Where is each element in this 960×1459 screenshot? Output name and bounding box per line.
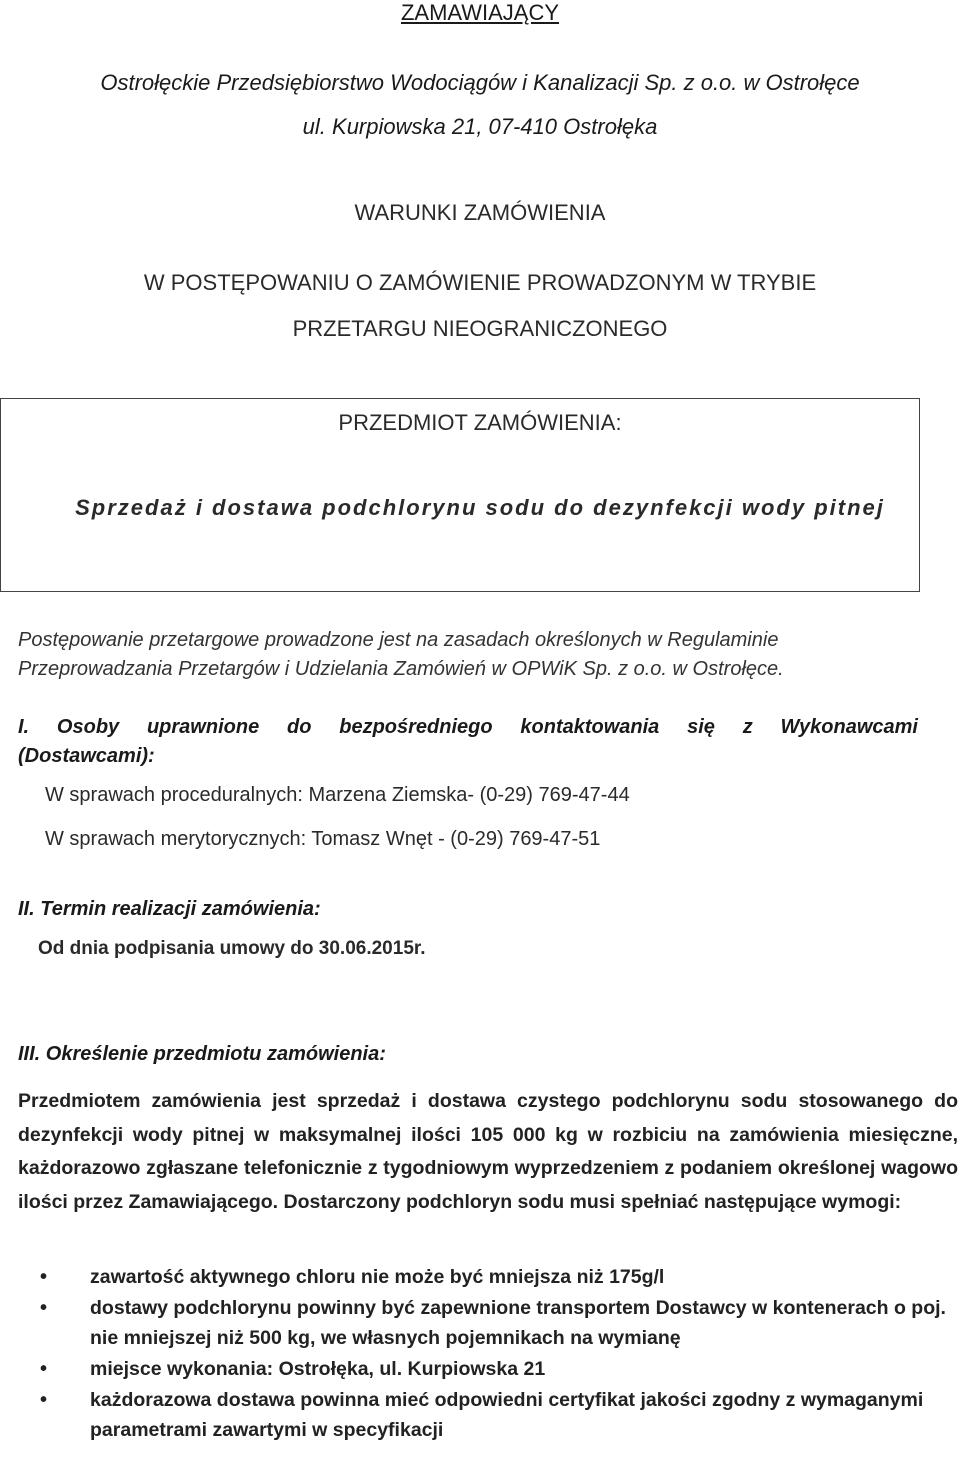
requirement-text: dostawy podchlorynu powinny być zapewnione transportem Dostawcy w kontenerach o poj. nie mniejszej niż 500 kg, we własnych pojemnikach na wymianę	[90, 1297, 946, 1349]
contact-substantive: W sprawach merytorycznych: Tomasz Wnęt - (0-29) 769-47-51	[45, 828, 601, 850]
bullet-icon: •	[40, 1389, 48, 1411]
organization-name: Ostrołęckie Przedsiębiorstwo Wodociągów i Kanalizacji Sp. z o.o. w Ostrołęce	[100, 70, 860, 95]
requirements-list	[0, 1262, 960, 1446]
document-title: WARUNKI ZAMÓWIENIA	[354, 200, 606, 225]
requirement-text: każdorazowa dostawa powinna mieć odpowiedni certyfikat jakości zgodny z wymaganymi parametrami zawartymi w specyfikacji	[90, 1389, 924, 1441]
subject-title: Sprzedaż i dostawa podchlorynu sodu do dezynfekcji wody pitnej	[75, 495, 885, 520]
bullet-icon: •	[40, 1266, 48, 1288]
bullet-icon: •	[40, 1358, 48, 1380]
organization-address: ul. Kurpiowska 21, 07-410 Ostrołęka	[302, 114, 658, 139]
list-item	[0, 1385, 960, 1445]
proceeding-mode-line2: PRZETARGU NIEOGRANICZONEGO	[292, 316, 668, 341]
list-item	[0, 1262, 960, 1292]
section1-heading-cont: (Dostawcami):	[18, 745, 155, 767]
intro-paragraph: Postępowanie przetargowe prowadzone jest na zasadach określonych w Regulaminie Przeprowadzania Przetargów i Udzielania Zamówień w OPWiK Sp. z o.o. w Ostrołęce.	[18, 629, 784, 680]
section3-paragraph: Przedmiotem zamówienia jest sprzedaż i dostawa czystego podchlorynu sodu stosowanego do dezynfekcji wody pitnej w maksymalnej ilości 105 000 kg w rozbiciu na zamówienia miesięczne, każdorazowo zgłaszane telefonicznie z tygodniowym wyprzedzeniem z podaniem określonej wagowo ilości przez Zamawiającego. Dostarczony podchloryn sodu musi spełniać następujące wymogi:	[18, 1090, 958, 1213]
subject-label: PRZEDMIOT ZAMÓWIENIA:	[338, 410, 622, 435]
section1-heading: I. Osoby uprawnione do bezpośredniego kontaktowania się z Wykonawcami	[18, 716, 918, 738]
section2-heading: II. Termin realizacji zamówienia:	[18, 898, 321, 920]
contact-procedural: W sprawach proceduralnych: Marzena Ziemska- (0-29) 769-47-44	[45, 784, 630, 806]
proceeding-mode-line1: W POSTĘPOWANIU O ZAMÓWIENIE PROWADZONYM W TRYBIE	[143, 270, 817, 295]
section3-heading: III. Określenie przedmiotu zamówienia:	[18, 1043, 386, 1065]
list-item	[0, 1293, 960, 1353]
list-item	[0, 1354, 960, 1384]
section2-body: Od dnia podpisania umowy do 30.06.2015r.	[38, 938, 426, 959]
requirement-text: zawartość aktywnego chloru nie może być mniejsza niż 175g/l	[90, 1266, 665, 1288]
bullet-icon: •	[40, 1297, 48, 1319]
requirement-text: miejsce wykonania: Ostrołęka, ul. Kurpiowska 21	[90, 1358, 546, 1380]
role-label: ZAMAWIAJĄCY	[400, 0, 560, 25]
